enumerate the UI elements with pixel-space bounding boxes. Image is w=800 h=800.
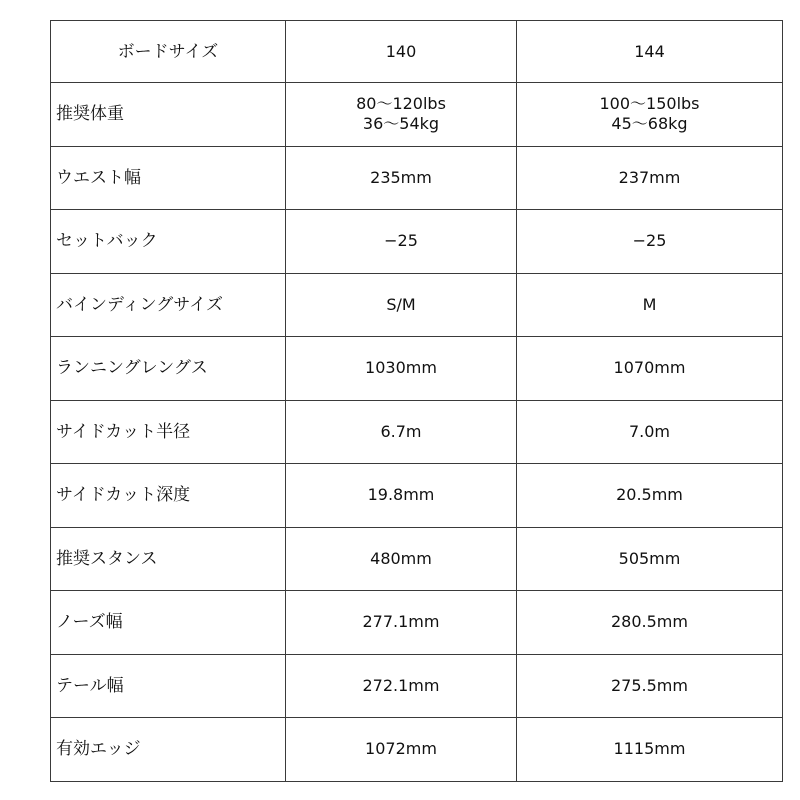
value-cell-144: 7.0m bbox=[517, 400, 783, 464]
value-cell-144: 1115mm bbox=[517, 718, 783, 782]
table-row bbox=[51, 527, 783, 591]
value-cell-140: 1030mm bbox=[286, 337, 517, 401]
row-label: ランニングレングス bbox=[51, 337, 286, 401]
table-row bbox=[51, 210, 783, 274]
value-cell-140: S/M bbox=[286, 273, 517, 337]
table-row bbox=[51, 83, 783, 147]
row-label: セットバック bbox=[51, 210, 286, 274]
row-label: 推奨スタンス bbox=[51, 527, 286, 591]
value-cell-144: −25 bbox=[517, 210, 783, 274]
value-line: 45～68kg bbox=[611, 114, 688, 134]
value-cell-140: 19.8mm bbox=[286, 464, 517, 528]
value-cell-144 bbox=[517, 83, 783, 147]
value-cell-140: 277.1mm bbox=[286, 591, 517, 655]
table-row bbox=[51, 400, 783, 464]
board-spec-table bbox=[50, 20, 783, 782]
table-row bbox=[51, 718, 783, 782]
table-row bbox=[51, 146, 783, 210]
row-label: ノーズ幅 bbox=[51, 591, 286, 655]
value-line: 80～120lbs bbox=[356, 94, 446, 114]
header-row bbox=[51, 21, 783, 83]
row-label: サイドカット半径 bbox=[51, 400, 286, 464]
value-line: 36～54kg bbox=[362, 114, 440, 134]
value-cell-144: 237mm bbox=[517, 146, 783, 210]
value-cell-140: −25 bbox=[286, 210, 517, 274]
table-row bbox=[51, 464, 783, 528]
value-cell-144: 505mm bbox=[517, 527, 783, 591]
row-label: 有効エッジ bbox=[51, 718, 286, 782]
value-cell-140 bbox=[286, 83, 517, 147]
value-cell-144: 275.5mm bbox=[517, 654, 783, 718]
value-cell-144: 1070mm bbox=[517, 337, 783, 401]
board-size-header: ボードサイズ bbox=[51, 21, 286, 83]
row-label: バインディングサイズ bbox=[51, 273, 286, 337]
table-row bbox=[51, 337, 783, 401]
table-row bbox=[51, 273, 783, 337]
row-label: サイドカット深度 bbox=[51, 464, 286, 528]
value-cell-140: 1072mm bbox=[286, 718, 517, 782]
value-cell-144: 280.5mm bbox=[517, 591, 783, 655]
value-cell-144: 20.5mm bbox=[517, 464, 783, 528]
value-cell-140: 272.1mm bbox=[286, 654, 517, 718]
value-cell-140: 6.7m bbox=[286, 400, 517, 464]
size-144-header: 144 bbox=[517, 21, 783, 83]
spec-table-body bbox=[51, 21, 783, 782]
size-140-header: 140 bbox=[286, 21, 517, 83]
value-cell-140: 235mm bbox=[286, 146, 517, 210]
table-row bbox=[51, 654, 783, 718]
value-cell-140: 480mm bbox=[286, 527, 517, 591]
row-label: テール幅 bbox=[51, 654, 286, 718]
value-cell-144: M bbox=[517, 273, 783, 337]
table-row bbox=[51, 591, 783, 655]
row-label: ウエスト幅 bbox=[51, 146, 286, 210]
value-line: 100～150lbs bbox=[599, 94, 700, 114]
row-label: 推奨体重 bbox=[51, 83, 286, 147]
